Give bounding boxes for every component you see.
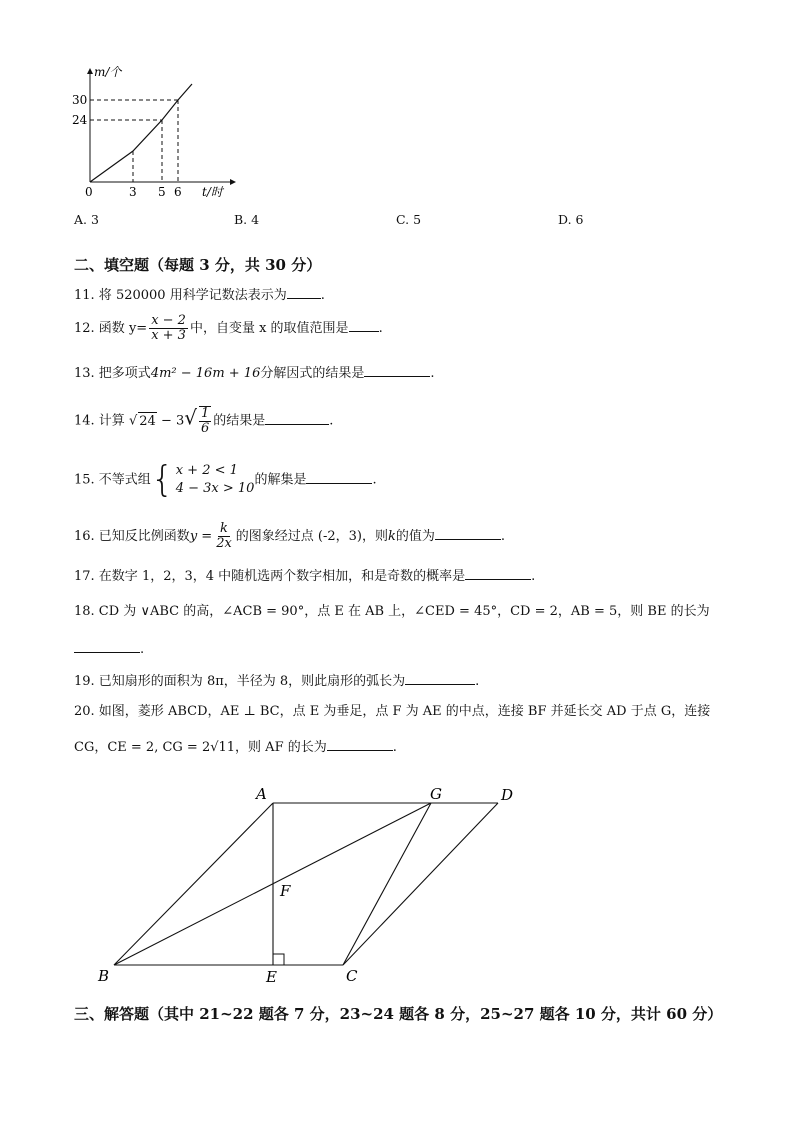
q11-answer-blank[interactable] — [287, 286, 321, 299]
q11-end: . — [320, 288, 325, 303]
question-15 — [74, 459, 377, 500]
q16-lhs: y = — [189, 529, 213, 544]
q15-row2: 4 − 3x > 10 — [175, 481, 255, 496]
q15-answer-blank[interactable] — [306, 471, 372, 484]
question-17 — [74, 567, 535, 586]
section3-title: 三、解答题（其中 21~22 题各 7 分，23~24 题各 8 分，25~27 题各 10 分，共计 60 分） — [74, 1005, 723, 1023]
q16-end: . — [500, 529, 506, 544]
q18-answer-blank[interactable] — [74, 640, 140, 653]
question-14 — [74, 406, 333, 436]
section2-title: 二、填空题（每题 3 分，共 30 分） — [74, 256, 322, 274]
q17-text: 17. 在数字 1，2，3，4 中随机选两个数字相加，和是奇数的概率是 — [74, 569, 466, 584]
x-tick-0: 0 — [85, 185, 93, 199]
question-20-line2 — [74, 738, 397, 757]
line-graph-figure — [70, 62, 240, 202]
q16-denominator: 2x — [216, 536, 232, 551]
q16-post2: 的值为 — [395, 529, 435, 544]
q12-fraction — [149, 314, 188, 343]
q18-end: . — [140, 642, 145, 657]
q20-answer-blank[interactable] — [327, 738, 393, 751]
q13-answer-blank[interactable] — [364, 364, 430, 377]
x-tick-3: 3 — [129, 185, 137, 199]
q16-k: k — [388, 529, 396, 544]
q12-end: . — [378, 321, 383, 336]
q16-fraction — [214, 522, 234, 551]
segment-AB — [114, 803, 273, 965]
q14-post: 的结果是 — [213, 413, 266, 429]
x-tick-6: 6 — [174, 185, 182, 199]
option-c[interactable]: C. 5 — [396, 212, 422, 227]
q11-text: 11. 将 520000 用科学记数法表示为 — [74, 288, 287, 303]
question-18-line2 — [74, 640, 144, 659]
q15-pre: 15. 不等式组 — [74, 472, 151, 488]
q20-end: . — [392, 740, 397, 755]
q14-denominator: 6 — [200, 421, 210, 436]
q17-answer-blank[interactable] — [465, 567, 531, 580]
label-D: D — [501, 786, 514, 804]
q16-post: 的图象经过点 (-2，3)，则 — [235, 529, 389, 544]
question-13 — [74, 364, 435, 383]
y-tick-24: 24 — [72, 113, 88, 127]
q15-brace-icon: { — [150, 459, 174, 500]
q12-numerator: x − 2 — [151, 313, 186, 328]
question-11 — [74, 286, 325, 305]
q20-text-line1: 20. 如图，菱形 ABCD，AE ⊥ BC，点 E 为垂足，点 F 为 AE 的中点，连接 BF 并延长交 AD 于点 G，连接 — [74, 704, 711, 719]
question-18 — [74, 603, 710, 621]
segment-CG — [343, 803, 431, 965]
q12-pre: 12. 函数 y= — [74, 321, 148, 336]
q14-sqrt-icon: √ — [128, 413, 138, 429]
q13-post: 分解因式的结果是 — [260, 366, 365, 381]
q14-answer-blank[interactable] — [265, 412, 329, 425]
q20-text-line2: CG，CE = 2, CG = 2√11，则 AF 的长为 — [74, 740, 327, 755]
graph-line — [90, 84, 192, 182]
label-C: C — [346, 967, 358, 985]
x-axis-arrow-icon — [230, 179, 236, 185]
q17-end: . — [531, 569, 536, 584]
option-d[interactable]: D. 6 — [558, 212, 584, 227]
q15-end: . — [372, 472, 377, 488]
y-axis-label: m/个 — [94, 65, 122, 79]
q18-text: 18. CD 为 ∨ABC 的高，∠ACB = 90°，点 E 在 AB 上，∠CED = 45°，CD = 2，AB = 5，则 BE 的长为 — [74, 604, 710, 619]
x-axis-label: t/时 — [202, 185, 223, 199]
q13-end: . — [430, 366, 435, 381]
question-19 — [74, 672, 479, 691]
q16-pre: 16. 已知反比例函数 — [74, 529, 190, 544]
q14-sqrt2-icon: √ — [184, 405, 197, 430]
q15-post: 的解集是 — [254, 472, 307, 488]
q12-post: 中，自变量 x 的取值范围是 — [189, 321, 349, 336]
rhombus-figure — [90, 780, 530, 995]
q19-text: 19. 已知扇形的面积为 8π，半径为 8，则此扇形的弧长为 — [74, 674, 406, 689]
q14-minus: − 3 — [160, 413, 185, 429]
q15-row1: x + 2 < 1 — [175, 463, 238, 478]
option-a[interactable]: A. 3 — [74, 212, 99, 227]
label-E: E — [266, 968, 277, 986]
q19-answer-blank[interactable] — [405, 672, 475, 685]
question-16 — [74, 522, 505, 551]
q14-numerator: 1 — [200, 406, 210, 421]
label-B: B — [98, 967, 110, 985]
q15-system — [150, 459, 255, 500]
question-20 — [74, 703, 710, 721]
segment-CD — [343, 803, 498, 965]
q13-pre: 13. 把多项式 — [74, 366, 151, 381]
question-12 — [74, 314, 383, 343]
q16-numerator: k — [220, 521, 228, 536]
q14-radicand: 24 — [139, 413, 156, 429]
q19-end: . — [475, 674, 480, 689]
label-A: A — [256, 785, 267, 803]
q16-answer-blank[interactable] — [435, 527, 501, 540]
q12-answer-blank[interactable] — [349, 319, 379, 332]
label-G: G — [430, 785, 442, 803]
q14-end: . — [329, 413, 334, 429]
q14-fraction — [199, 406, 211, 436]
q13-expression: 4m² − 16m + 16 — [150, 366, 261, 381]
y-tick-30: 30 — [72, 93, 88, 107]
option-b[interactable]: B. 4 — [234, 212, 260, 227]
q14-pre: 14. 计算 — [74, 413, 125, 429]
q12-denominator: x + 3 — [151, 328, 186, 343]
y-axis-arrow-icon — [87, 68, 93, 74]
right-angle-icon — [273, 954, 284, 965]
x-tick-5: 5 — [158, 185, 166, 199]
label-F: F — [280, 882, 291, 900]
